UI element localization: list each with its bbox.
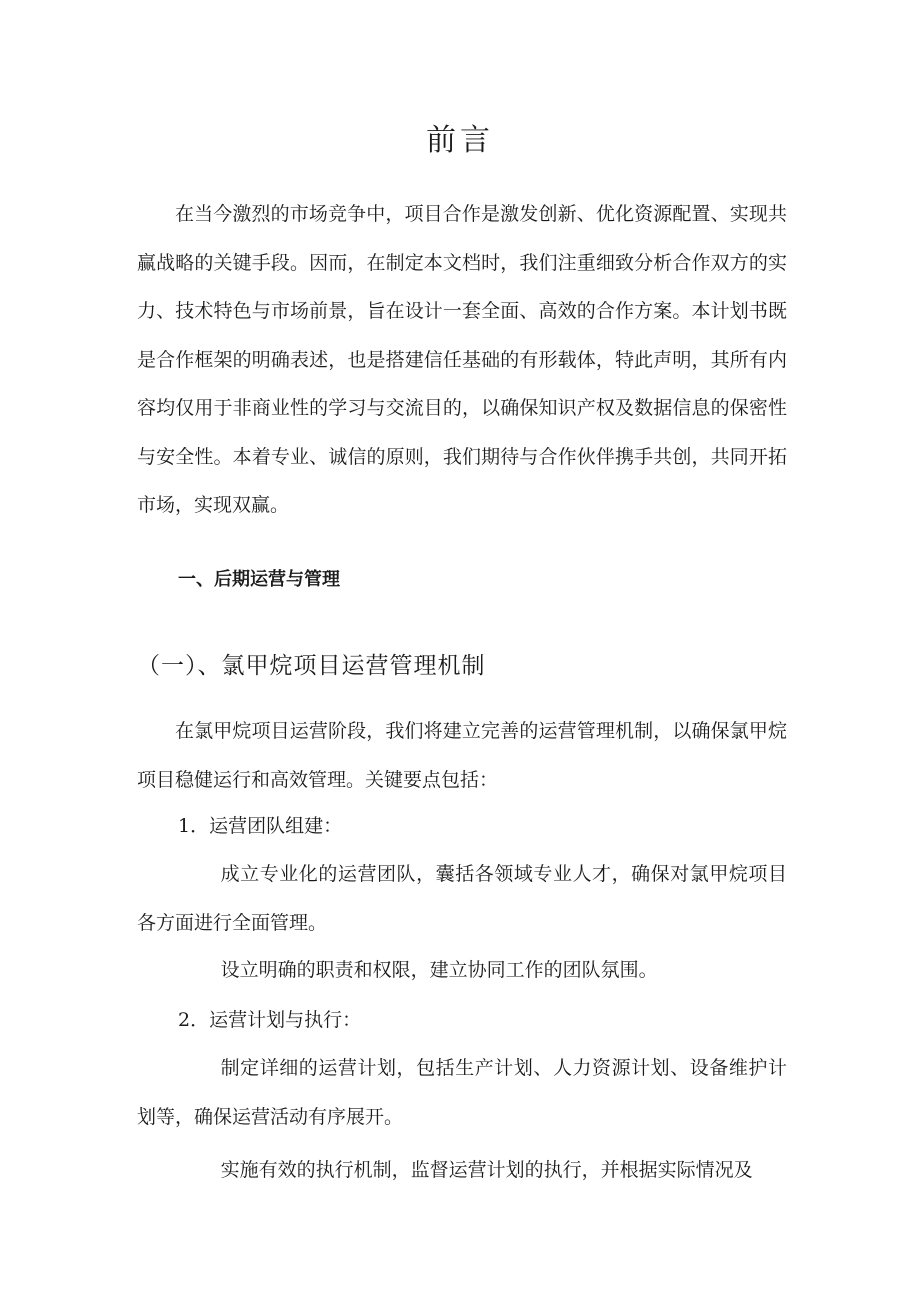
- list-item-text: 制定详细的运营计划，包括生产计划、人力资源计划、设备维护计划等，确保运营活动有序展开。: [137, 1057, 787, 1128]
- mechanism-paragraph: 在氯甲烷项目运营阶段，我们将建立完善的运营管理机制，以确保氯甲烷项目稳健运行和高效管理。关键要点包括：: [137, 720, 787, 791]
- list-item-title: 1．运营团队组建：: [178, 815, 343, 837]
- list-item-title: 2．运营计划与执行：: [178, 1009, 362, 1031]
- subsection-heading: （一）、氯甲烷项目运营管理机制: [137, 653, 486, 679]
- list-item-text: 设立明确的职责和权限，建立协同工作的团队氛围。: [220, 959, 658, 981]
- intro-paragraph: 在当今激烈的市场竞争中，项目合作是激发创新、优化资源配置、实现共赢战略的关键手段。因而，在制定本文档时，我们注重细致分析合作双方的实力、技术特色与市场前景，旨在设计一套全面、高效的合作方案。本计划书既是合作框架的明确表述，也是搭建信任基础的有形载体，特此声明，其所有内容均仅用于非商业性的学习与交流目的，以确保知识产权及数据信息的保密性与安全性。本着专业、诚信的原则，我们期待与合作伙伴携手共创，共同开拓市场，实现双赢。: [137, 203, 787, 516]
- list-item-text: 实施有效的执行机制，监督运营计划的执行，并根据实际情况及: [220, 1159, 753, 1181]
- section-heading: 一、后期运营与管理: [178, 569, 340, 590]
- list-item-text: 成立专业化的运营团队，囊括各领域专业人才，确保对氯甲烷项目各方面进行全面管理。: [137, 863, 787, 934]
- page-title: 前言: [426, 123, 494, 158]
